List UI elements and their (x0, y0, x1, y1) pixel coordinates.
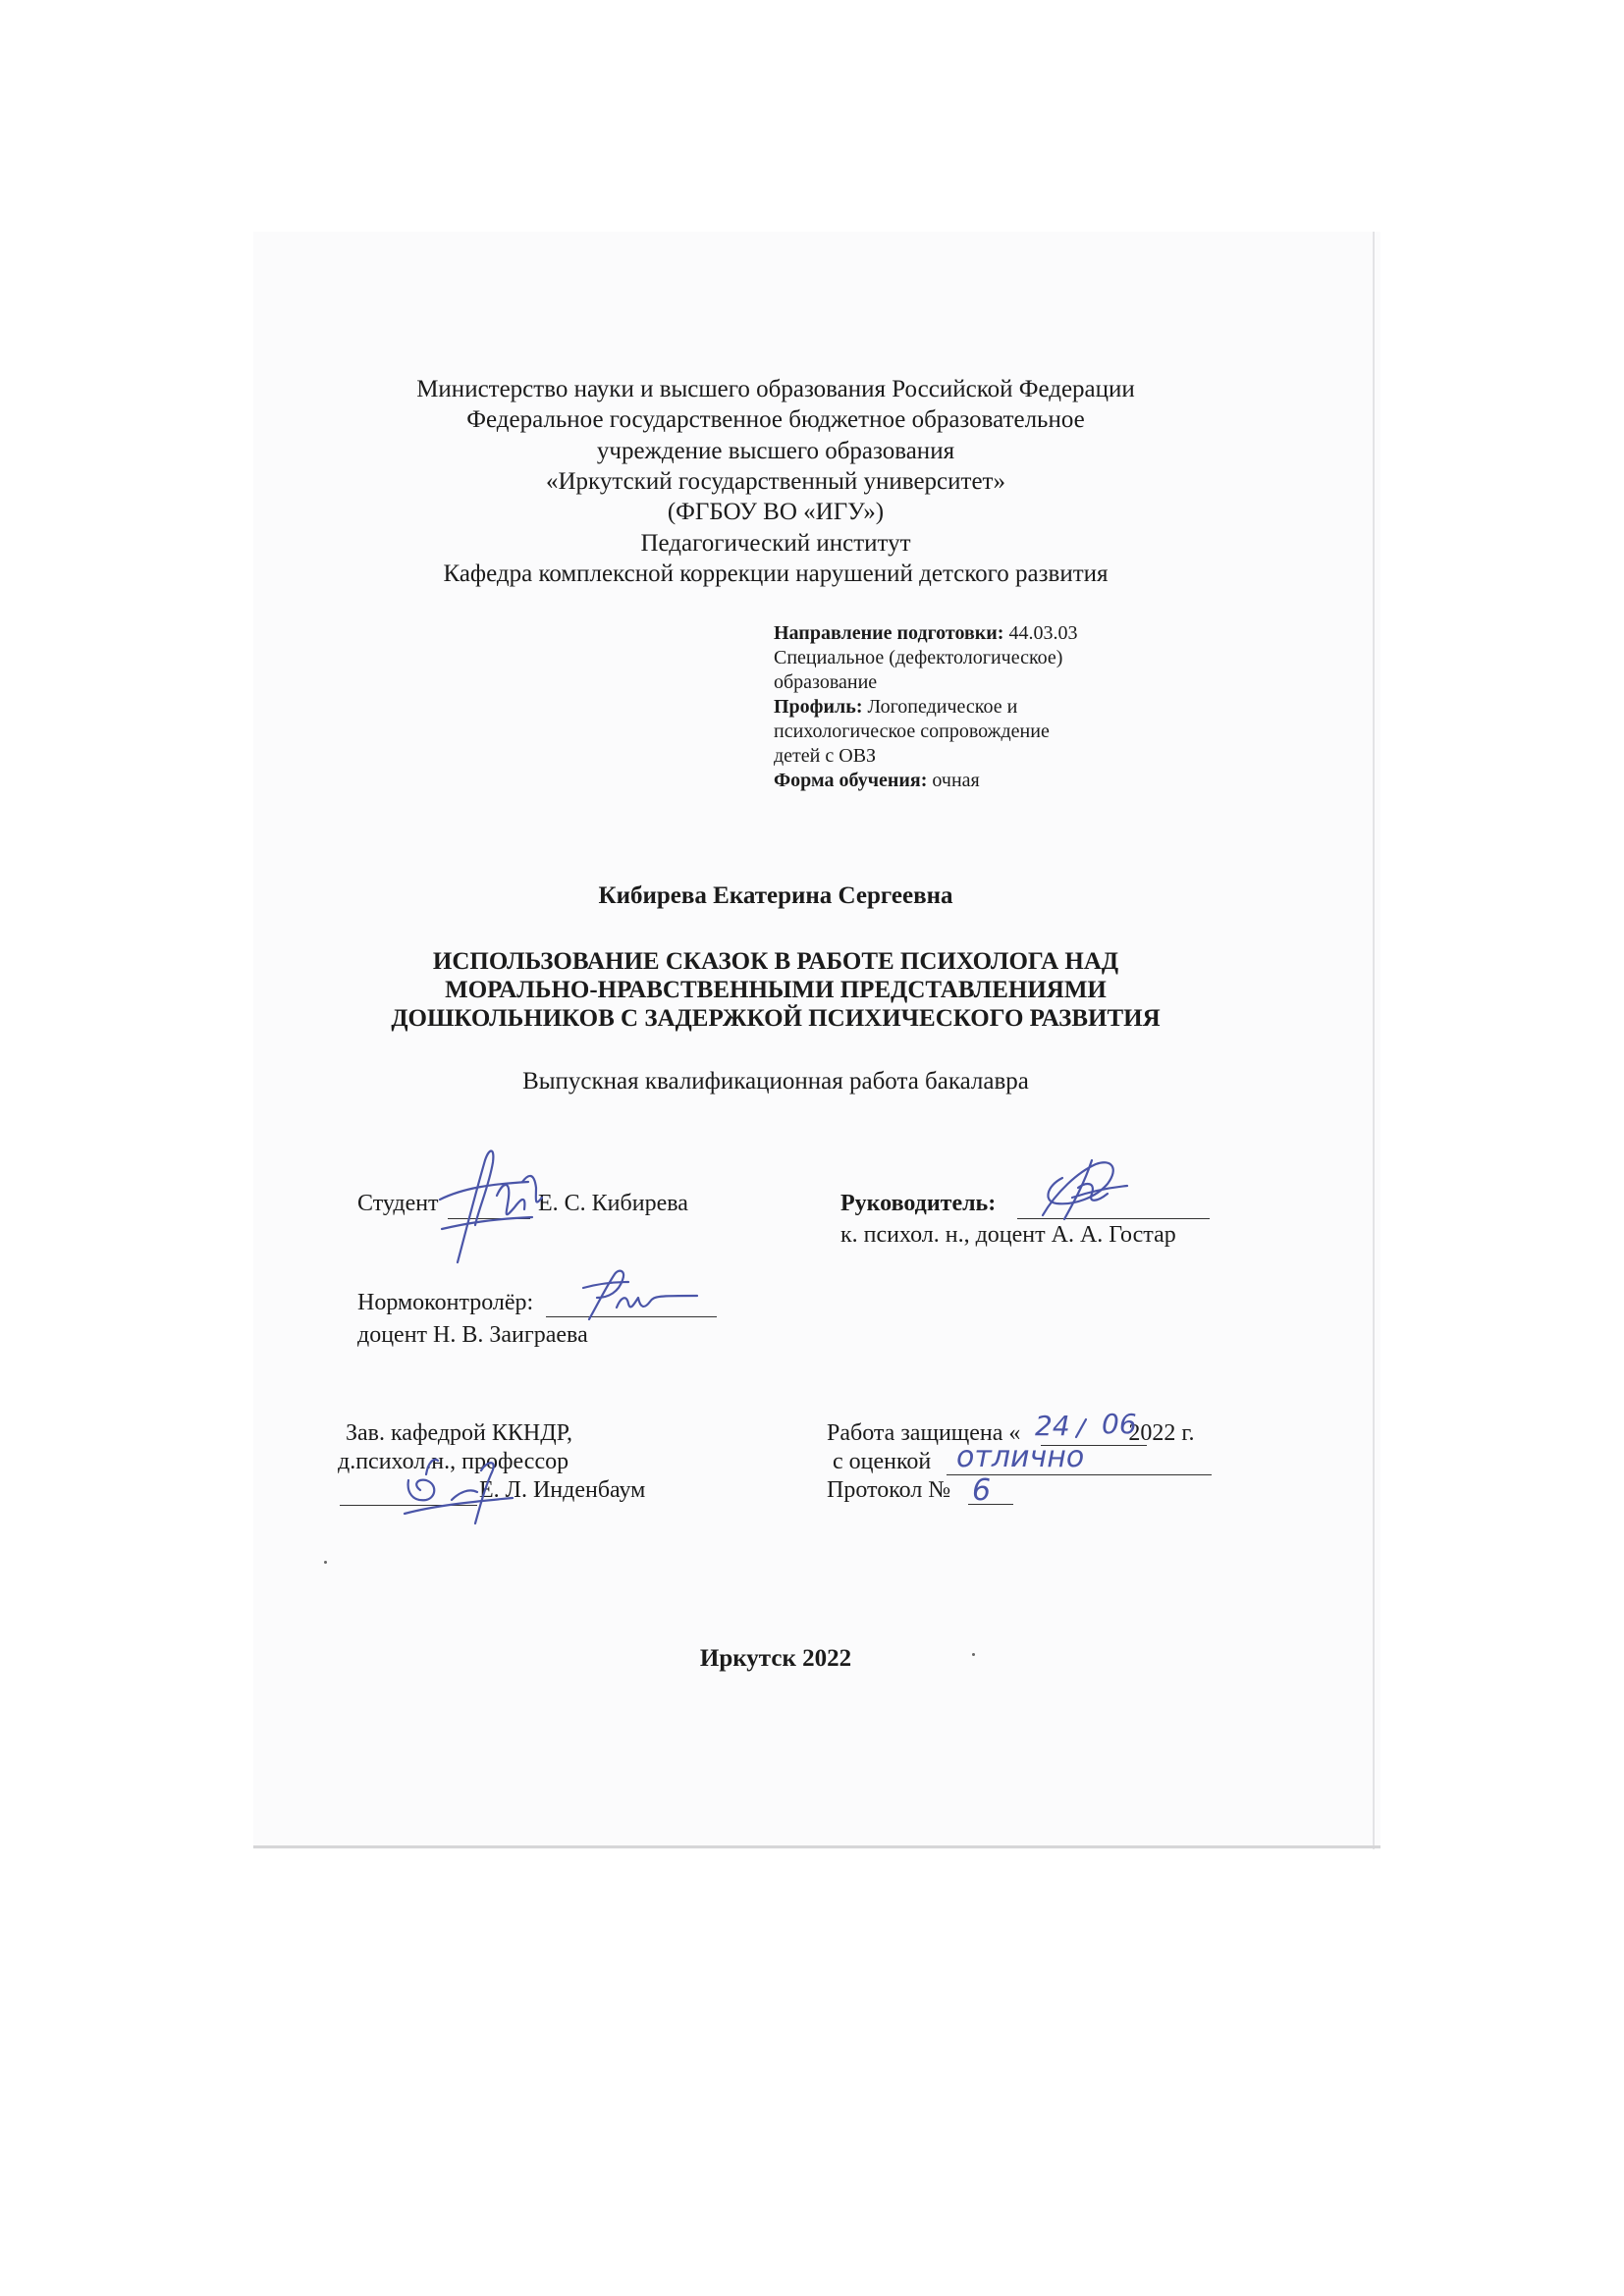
sheet-edge-shadow (1373, 232, 1375, 1849)
student-label: Студент (357, 1191, 439, 1216)
scan-speck (972, 1653, 975, 1656)
defended-day: 24 (1035, 1410, 1070, 1442)
protocol-label: Протокол № (827, 1477, 951, 1503)
thesis-title-line-1: ИСПОЛЬЗОВАНИЕ СКАЗОК В РАБОТЕ ПСИХОЛОГА НАД (432, 948, 1119, 975)
direction-line-2: Специальное (дефектологическое) (774, 647, 1063, 668)
study-form-value: очная (927, 770, 980, 791)
direction-line (774, 621, 1077, 645)
normcontrol-label: Нормоконтролёр: (357, 1290, 534, 1315)
grade-label: с оценкой (833, 1449, 932, 1474)
direction-label: Направление подготовки: (774, 622, 1004, 644)
student-signature (412, 1139, 560, 1276)
profile-line-2: психологическое сопровождение (774, 721, 1050, 742)
university-line-2: учреждение высшего образования (596, 438, 955, 464)
defended-month: 06 (1102, 1408, 1137, 1440)
city-year: Иркутск 2022 (699, 1645, 852, 1672)
institute-name: Педагогический институт (640, 530, 911, 557)
department-name: Кафедра комплексной коррекции нарушений детского развития (443, 561, 1109, 587)
normcontrol-name: доцент Н. В. Заиграева (357, 1322, 588, 1348)
head-name: Е. Л. Инденбаум (479, 1477, 646, 1503)
profile-value: Логопедическое и (862, 696, 1018, 718)
university-abbreviation: (ФГБОУ ВО «ИГУ») (667, 499, 885, 525)
defended-prefix: Работа защищена « (827, 1420, 1021, 1446)
supervisor-name: к. психол. н., доцент А. А. Гостар (840, 1222, 1176, 1248)
sheet-edge-shadow (253, 1845, 1380, 1848)
author-name: Кибирева Екатерина Сергеевна (598, 882, 953, 909)
head-signature (391, 1441, 518, 1529)
supervisor-signature (1017, 1147, 1135, 1235)
normcontrol-signature (568, 1264, 705, 1333)
defended-year: 2022 г. (1128, 1420, 1195, 1446)
profile-line (774, 695, 1017, 719)
thesis-title-line-3: ДОШКОЛЬНИКОВ С ЗАДЕРЖКОЙ ПСИХИЧЕСКОГО РАЗВИТИЯ (391, 1005, 1161, 1032)
scan-speck (324, 1561, 327, 1564)
thesis-title-line-2: МОРАЛЬНО-НРАВСТВЕННЫМИ ПРЕДСТАВЛЕНИЯМИ (445, 977, 1107, 1003)
grade-value: отлично (956, 1440, 1085, 1474)
ministry-line: Министерство науки и высшего образования Российской Федерации (416, 376, 1135, 402)
profile-label: Профиль: (774, 696, 863, 718)
protocol-value: 6 (972, 1473, 992, 1508)
thesis-type: Выпускная квалификационная работа бакалавра (522, 1068, 1029, 1095)
supervisor-label: Руководитель: (840, 1191, 997, 1216)
profile-line-3: детей с ОВЗ (774, 745, 877, 767)
head-title: Зав. кафедрой ККНДР, (346, 1420, 572, 1446)
protocol-number (966, 1468, 1005, 1508)
direction-code: 44.03.03 (1003, 622, 1078, 644)
study-form-line (774, 769, 980, 792)
study-form-label: Форма обучения: (774, 770, 928, 791)
head-degree: д.психол.н., профессор (338, 1449, 569, 1474)
university-name: «Иркутский государственный университет» (546, 468, 1005, 495)
direction-line-3: образование (774, 671, 878, 693)
student-name: Е. С. Кибирева (538, 1191, 688, 1216)
university-line-1: Федеральное государственное бюджетное образовательное (466, 406, 1085, 433)
